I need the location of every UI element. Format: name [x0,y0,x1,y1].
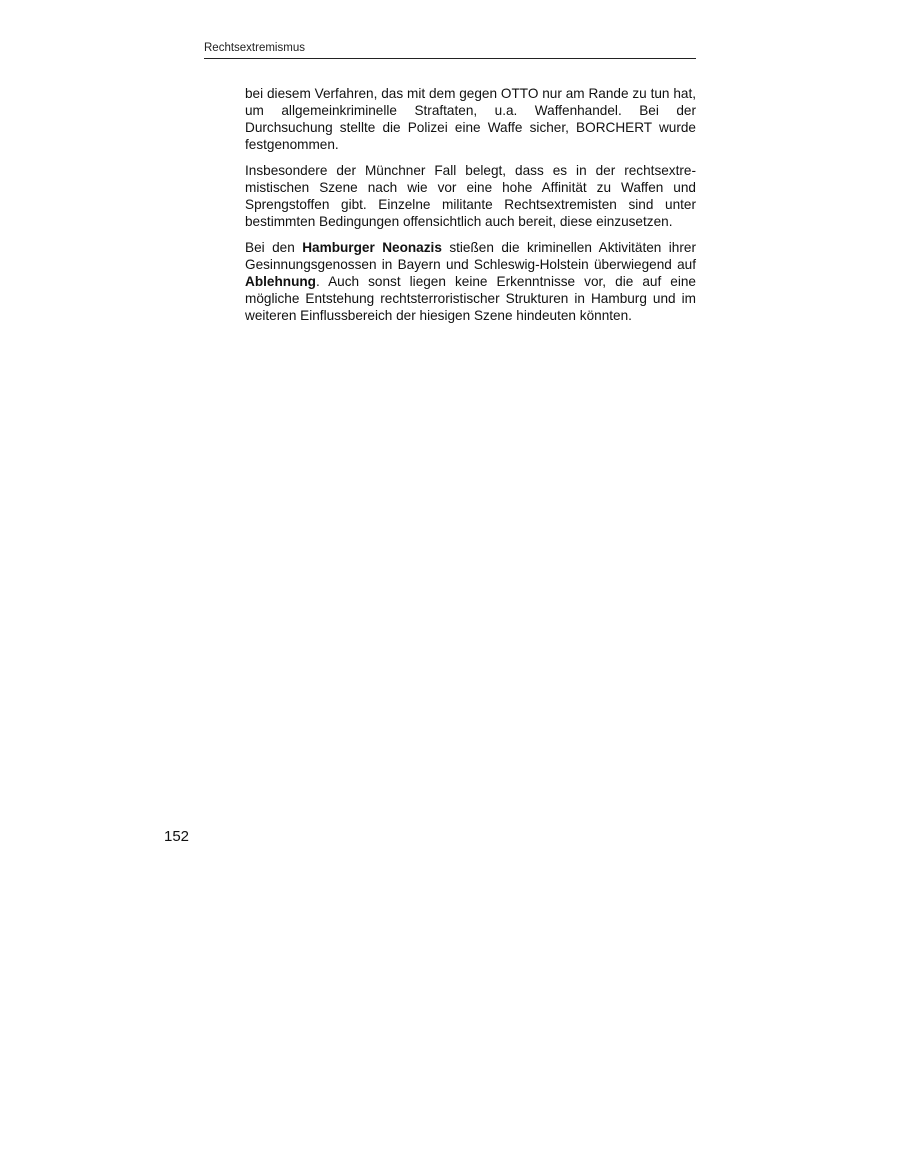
emphasis-ablehnung: Ablehnung [245,274,316,289]
paragraph-3-text-b: stießen die kriminellen Aktivitäten ihrer Gesinnungsgenossen in Bayern und Schleswig-Holstein überwiegend auf [245,240,696,272]
running-title: Rechtsextremismus [204,42,305,54]
page-number: 152 [164,828,190,845]
paragraph-2: Insbesondere der Münchner Fall belegt, dass es in der rechtsextremistischen Szene nach wie vor eine hohe Affinität zu Waffen und Sprengstoffen gibt. Einzelne militante Rechtsextremisten sind unter bestimmten Bedingungen offensichtlich auch bereit, diese einzusetzen. [245,163,696,229]
running-header [204,42,696,59]
paragraph-3-text-a: Bei den [245,240,303,255]
body-text [245,85,696,333]
paragraph-3 [245,239,696,324]
emphasis-hamburger-neonazis: Hamburger Neonazis [302,240,442,255]
paragraph-1: bei diesem Verfahren, das mit dem gegen OTTO nur am Rande zu tun hat, um allgemeinkriminelle Straftaten, u.a. Waffenhandel. Bei der Durchsuchung stellte die Polizei eine Waffe sicher, BORCHERT wurde festgenommen. [245,86,696,152]
paragraph-3-text-c: . Auch sonst liegen keine Erkenntnisse vor, die auf eine mögliche Entstehung rechtsterroristischer Strukturen in Hamburg und im weiteren Einflussbereich der hiesigen Szene hindeuten könnten. [245,274,696,323]
